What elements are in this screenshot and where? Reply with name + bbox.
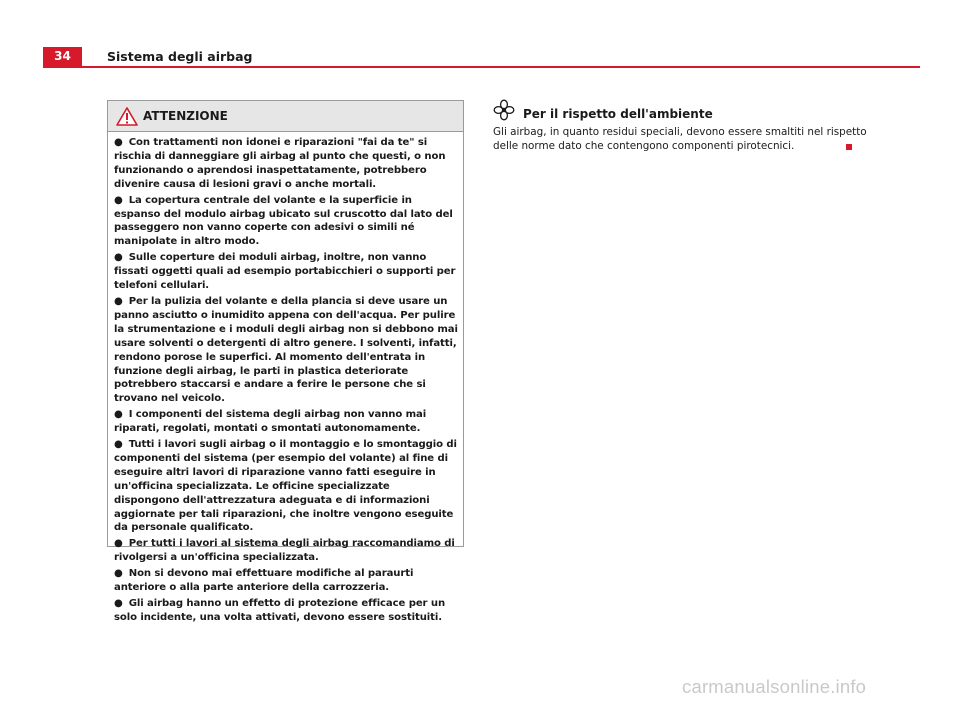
environment-header: [493, 99, 873, 125]
bullet-icon: ●: [114, 538, 123, 550]
bullet-icon: ●: [114, 568, 123, 580]
header-rule: [43, 66, 920, 68]
warning-item: ● I componenti del sistema degli airbag non vanno mai riparati, regolati, montati o smontati autonomamente.: [114, 409, 427, 435]
bullet-icon: ●: [114, 295, 123, 307]
warning-item: ● Non si devono mai effettuare modifiche al paraurti anteriore o alla parte anteriore della carrozzeria.: [114, 568, 414, 594]
warning-header: [108, 101, 463, 132]
warning-item: ● Gli airbag hanno un effetto di protezione efficace per un solo incidente, una volta attivati, devono essere sostituiti.: [114, 598, 446, 623]
bullet-icon: ●: [114, 439, 123, 451]
watermark: carmanualsonline.info: [682, 676, 867, 697]
bullet-icon: ●: [114, 137, 123, 148]
flower-icon: [493, 99, 515, 121]
bullet-icon: ●: [114, 194, 123, 206]
environment-note: [493, 99, 873, 154]
bullet-icon: ●: [114, 252, 123, 264]
page-number: 34: [43, 47, 82, 66]
warning-title: ATTENZIONE: [143, 109, 228, 123]
warning-triangle-icon: [116, 107, 138, 126]
environment-text: Gli airbag, in quanto residui speciali, devono essere smaltiti nel rispetto delle norme dato che contengono componenti pirotecnici.: [493, 126, 867, 152]
warning-item: ● Tutti i lavori sugli airbag o il montaggio e lo smontaggio di componenti del sistema (per esempio del volante) al fine di eseguire altri lavori di riparazione vanno fatti eseguire in un'officina specializzata. Le officine specializzate dispongono dell'attrezzatura adeguata e di informazioni aggiornate per tali riparazioni, che inoltre vengono eseguite da personale qualificato.: [114, 439, 457, 534]
warning-list: [108, 132, 463, 625]
warning-item: ● Per la pulizia del volante e della plancia si deve usare un panno asciutto o inumidito appena con dell'acqua. Per pulire la strumentazione e i moduli degli airbag non si debbono mai usare solventi o detergenti di altro genere. I solventi, infatti, rendono porose le superfici. Al momento dell'entrata in funzione degli airbag, le parti in plastica deteriorate potrebbero staccarsi e andare a ferire le persone che si trovano nel veicolo.: [114, 295, 458, 405]
environment-title: Per il rispetto dell'ambiente: [523, 107, 713, 121]
warning-item: ● La copertura centrale del volante e la superficie in espanso del modulo airbag ubicato sul cruscotto dal lato del passeggero non vanno coperte con adesivi o simili né manipolate in altro modo.: [114, 194, 453, 248]
warning-box: [107, 100, 464, 623]
warning-item: ● Per tutti i lavori al sistema degli airbag raccomandiamo di rivolgersi a un'officina specializzata.: [114, 538, 455, 564]
section-end-marker: [846, 144, 852, 150]
bullet-icon: ●: [114, 598, 123, 609]
chapter-title: Sistema degli airbag: [107, 49, 253, 64]
page-header: [43, 47, 920, 67]
bullet-icon: ●: [114, 409, 123, 421]
warning-item: ● Con trattamenti non idonei e riparazioni "fai da te" si rischia di danneggiare gli airbag al punto che questi, o non funzionando o aprendosi inaspettatamente, potrebbero divenire causa di lesioni gravi o anche mortali.: [114, 137, 446, 190]
warning-item: ● Sulle coperture dei moduli airbag, inoltre, non vanno fissati oggetti quali ad esempio portabicchieri o supporti per telefoni cellulari.: [114, 252, 456, 292]
